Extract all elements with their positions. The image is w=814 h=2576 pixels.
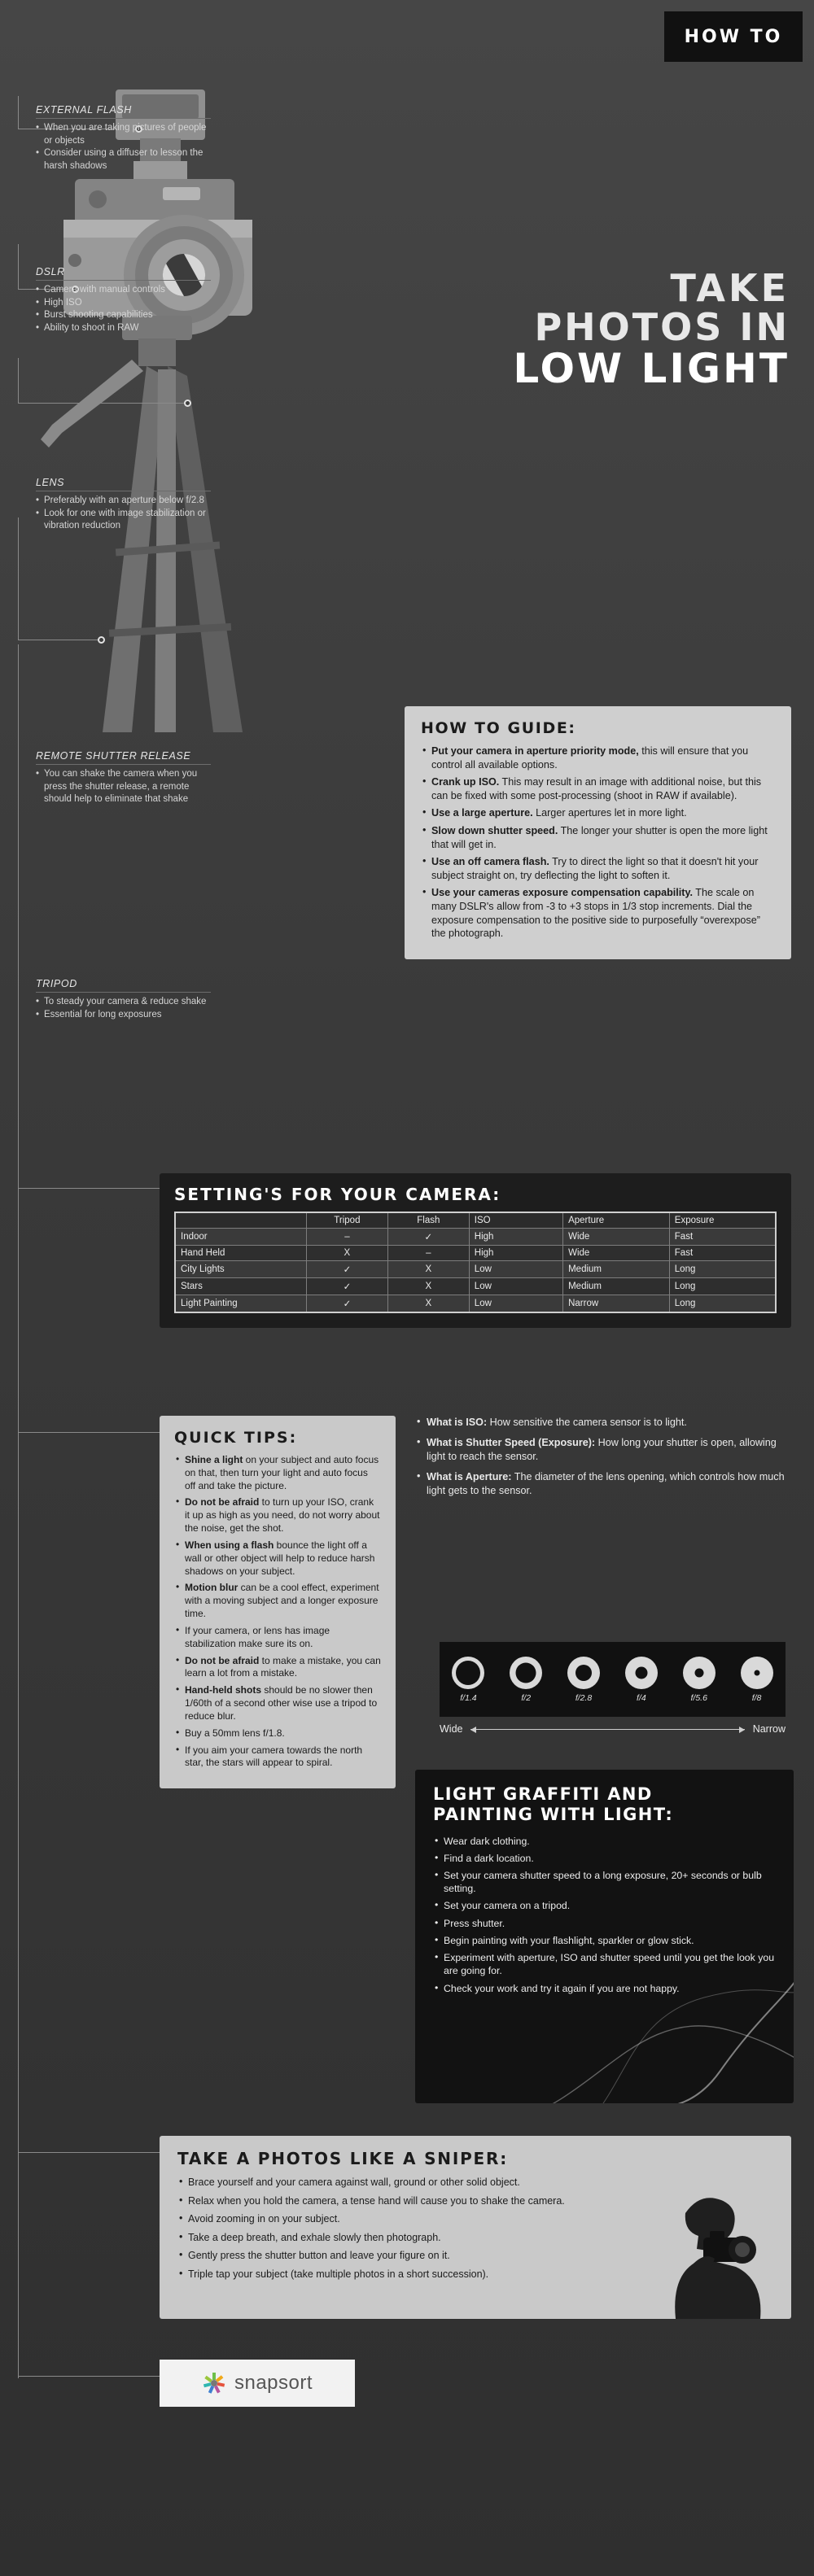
graffiti-item: • Experiment with aperture, ISO and shutter speed until you get the look you are going for. (433, 1951, 776, 1977)
tip-lead: Shine a light (185, 1454, 243, 1465)
tip-rest: bounce the light off a wall or other object will help to reduce harsh shadows on your subject. (185, 1539, 375, 1577)
sniper-item: • Triple tap your subject (take multiple photos in a short succession). (177, 2268, 773, 2281)
aperture-blade-icon (683, 1657, 716, 1689)
tip-item (174, 1539, 381, 1578)
settings-table-panel (160, 1173, 791, 1328)
annotation-item: • When you are taking pictures of people or objects (36, 122, 211, 147)
definition-lead: What is ISO: (427, 1417, 488, 1428)
sniper-item: • Avoid zooming in on your subject. (177, 2212, 773, 2226)
aperture-label: f/2 (521, 1692, 532, 1703)
tip-lead: Do not be afraid (185, 1496, 260, 1508)
definitions-block (415, 1416, 786, 1504)
annotation-list (36, 996, 211, 1021)
definitions-list (415, 1416, 786, 1498)
how-to-guide-panel (405, 706, 791, 959)
aperture-stop (620, 1657, 663, 1703)
col-header (175, 1212, 306, 1229)
table-row (175, 1278, 776, 1295)
guide-item-lead: Slow down shutter speed. (431, 825, 558, 837)
guide-item (421, 855, 775, 882)
guide-item (421, 744, 775, 771)
page-title (480, 266, 790, 392)
aperture-stop (678, 1657, 720, 1703)
aperture-blade-icon (625, 1657, 658, 1689)
leader-line (18, 1188, 160, 1189)
definition-item (415, 1436, 786, 1464)
annotation-item: • Ability to shoot in RAW (36, 322, 211, 335)
cell: Long (669, 1295, 776, 1313)
guide-item-rest: The longer your shutter is open the more light that will get in. (431, 825, 768, 850)
annotation-heading: EXTERNAL FLASH (36, 104, 211, 119)
sniper-panel (160, 2136, 791, 2319)
graffiti-item: • Wear dark clothing. (433, 1835, 776, 1848)
leader-node (184, 399, 191, 407)
how-to-guide-title: HOW TO GUIDE: (421, 719, 576, 737)
cell: X (387, 1278, 469, 1295)
guide-item-lead: Use an off camera flash. (431, 856, 549, 868)
aperture-label: f/1.4 (460, 1692, 477, 1703)
settings-table-head (175, 1212, 776, 1229)
table-row (175, 1295, 776, 1313)
guide-item-rest: Larger apertures let in more light. (532, 807, 687, 819)
cell: Wide (563, 1229, 670, 1246)
sniper-item: • Gently press the shutter button and leave your figure on it. (177, 2249, 773, 2263)
title-line2: PAINTING WITH LIGHT: (433, 1804, 674, 1824)
guide-item-lead: Put your camera in aperture priority mode, (431, 745, 639, 757)
annotation-remote-shutter-release (36, 749, 211, 806)
cell: City Lights (175, 1261, 306, 1278)
page-title-line3: LOW LIGHT (513, 344, 790, 392)
definition-rest: The diameter of the lens opening, which controls how much light gets to the sensor. (427, 1471, 785, 1496)
tip-lead: Hand-held shots (185, 1684, 262, 1696)
cell: X (387, 1261, 469, 1278)
cell: Narrow (563, 1295, 670, 1313)
aperture-blade-icon (510, 1657, 542, 1689)
annotation-list (36, 284, 211, 334)
annotation-item: • You can shake the camera when you press the shutter release, a remote should help to eliminate that shake (36, 768, 211, 806)
leader-line (18, 517, 19, 640)
sniper-item: • Brace yourself and your camera against wall, ground or other solid object. (177, 2176, 773, 2190)
graffiti-item: • Set your camera shutter speed to a long exposure, 20+ seconds or bulb setting. (433, 1869, 776, 1895)
table-header-row (175, 1212, 776, 1229)
tip-rest: If you aim your camera towards the north star, the stars will appear to spiral. (185, 1744, 363, 1769)
tip-rest: If your camera, or lens has image stabilization make sure its on. (185, 1624, 330, 1649)
col-header: Tripod (306, 1212, 387, 1229)
graffiti-item: • Check your work and try it again if you are not happy. (433, 1982, 776, 1995)
tip-item (174, 1655, 381, 1681)
cell: High (469, 1229, 562, 1246)
guide-item (421, 775, 775, 802)
cell: Fast (669, 1246, 776, 1261)
aperture-stop (736, 1657, 778, 1703)
aperture-stop (447, 1657, 489, 1703)
guide-item (421, 806, 775, 820)
sniper-title: TAKE A PHOTOS LIKE A SNIPER: (177, 2149, 508, 2168)
how-to-badge-label: HOW TO (684, 26, 783, 47)
brand-footer (160, 2360, 355, 2407)
annotation-item: • High ISO (36, 297, 211, 310)
cell: Light Painting (175, 1295, 306, 1313)
settings-table-body (175, 1229, 776, 1313)
guide-item-lead: Use your cameras exposure compensation capability. (431, 887, 694, 899)
table-row (175, 1261, 776, 1278)
tip-item (174, 1496, 381, 1535)
aperture-label: f/5.6 (690, 1692, 707, 1703)
tip-rest: can be a cool effect, experiment with a moving subject and a longer exposure time. (185, 1582, 379, 1620)
annotation-list (36, 495, 211, 533)
tip-lead: Motion blur (185, 1582, 239, 1594)
leader-line (18, 358, 19, 403)
cell: Low (469, 1261, 562, 1278)
annotation-item: • Burst shooting capabilities (36, 309, 211, 322)
double-arrow-icon (470, 1729, 744, 1730)
light-graffiti-title (433, 1784, 776, 1825)
snapsort-logo-icon (202, 2371, 226, 2395)
leader-line (18, 244, 19, 289)
aperture-label: f/2.8 (575, 1692, 593, 1703)
how-to-guide-list (421, 744, 775, 941)
definition-item (415, 1470, 786, 1498)
definition-lead: What is Aperture: (427, 1471, 512, 1482)
guide-item (421, 824, 775, 851)
guide-item-rest: This may result in an image with additional noise, but this can be fixed with some post-processing (shoot in RAW if available). (431, 776, 762, 801)
annotation-list (36, 122, 211, 172)
annotation-item: • Preferably with an aperture below f/2.8 (36, 495, 211, 508)
annotation-item: • Essential for long exposures (36, 1009, 211, 1022)
col-header: Aperture (563, 1212, 670, 1229)
annotation-tripod (36, 976, 211, 1021)
cell: Long (669, 1261, 776, 1278)
quick-tips-list (174, 1454, 381, 1770)
cell: Indoor (175, 1229, 306, 1246)
cell: Stars (175, 1278, 306, 1295)
cell: Medium (563, 1261, 670, 1278)
annotation-heading: LENS (36, 477, 211, 491)
col-header: Exposure (669, 1212, 776, 1229)
aperture-label: f/4 (637, 1692, 646, 1703)
aperture-stop (505, 1657, 547, 1703)
light-graffiti-panel (415, 1770, 794, 2103)
annotation-item: • Consider using a diffuser to lesson the harsh shadows (36, 147, 211, 172)
tip-rest: Buy a 50mm lens f/1.8. (185, 1727, 285, 1739)
annotation-item: • Look for one with image stabilization or vibration reduction (36, 508, 211, 533)
guide-item-lead: Use a large aperture. (431, 807, 533, 819)
graffiti-item: • Set your camera on a tripod. (433, 1899, 776, 1912)
settings-table (174, 1212, 777, 1313)
col-header: Flash (387, 1212, 469, 1229)
guide-item (421, 886, 775, 940)
annotation-lens (36, 475, 211, 533)
cell: ✓ (306, 1295, 387, 1313)
annotation-heading: TRIPOD (36, 978, 211, 993)
annotation-dslr (36, 264, 211, 334)
page-title-line1: TAKE (670, 266, 790, 310)
graffiti-item: • Press shutter. (433, 1917, 776, 1930)
table-row (175, 1229, 776, 1246)
leader-line (18, 1432, 160, 1433)
cell: X (306, 1246, 387, 1261)
annotation-external-flash (36, 103, 211, 172)
leader-line (18, 644, 19, 1694)
page-title-line2: PHOTOS IN (534, 305, 790, 350)
photographer-illustration (628, 2189, 783, 2319)
tip-rest: to turn up your ISO, crank it up as high as you need, do not worry about the noise, get the shot. (185, 1496, 380, 1535)
col-header: ISO (469, 1212, 562, 1229)
guide-item-lead: Crank up ISO. (431, 776, 500, 788)
cell: Long (669, 1278, 776, 1295)
tip-item (174, 1625, 381, 1651)
annotation-list (36, 768, 211, 806)
leader-line (18, 1694, 19, 2158)
tip-rest: to make a mistake, you can learn a lot from a mistake. (185, 1654, 381, 1679)
leader-line (18, 2376, 160, 2377)
annotation-item: • Camera with manual controls (36, 284, 211, 297)
aperture-scale-right-label: Narrow (752, 1723, 786, 1735)
annotation-heading: REMOTE SHUTTER RELEASE (36, 750, 211, 765)
leader-line (18, 2152, 19, 2378)
definition-lead: What is Shutter Speed (Exposure): (427, 1437, 596, 1448)
cell: – (306, 1229, 387, 1246)
leader-line (18, 96, 19, 129)
cell: ✓ (306, 1261, 387, 1278)
leader-line (18, 403, 189, 404)
tip-item (174, 1582, 381, 1620)
tip-item (174, 1744, 381, 1770)
cell: Medium (563, 1278, 670, 1295)
guide-item-rest: this will ensure that you control all available options. (431, 745, 749, 771)
aperture-diagram (440, 1642, 786, 1717)
definition-rest: How sensitive the camera sensor is to light. (487, 1417, 687, 1428)
guide-item-rest: The scale on many DSLR's allow from -3 to +3 stops in 1/3 stop increments. Dial the exposure compensation to the positive side to purposefully “overexpose” the photograph. (431, 887, 760, 940)
light-graffiti-list (433, 1835, 776, 1995)
guide-item-rest: Try to direct the light so that it doesn't hit your subject straight on, try deflecting the light to soften it. (431, 856, 759, 881)
definition-rest: How long your shutter is open, allowing light to reach the sensor. (427, 1437, 777, 1462)
aperture-blade-icon (452, 1657, 484, 1689)
tip-item (174, 1684, 381, 1722)
table-row (175, 1246, 776, 1261)
tip-rest: should be no slower then 1/60th of a second other wise use a tripod to reduce blur. (185, 1684, 378, 1722)
settings-title: SETTING'S FOR YOUR CAMERA: (174, 1185, 501, 1204)
cell: Low (469, 1295, 562, 1313)
cell: Hand Held (175, 1246, 306, 1261)
cell: Low (469, 1278, 562, 1295)
aperture-blade-icon (567, 1657, 600, 1689)
cell: – (387, 1246, 469, 1261)
tip-item (174, 1454, 381, 1492)
leader-line (18, 2152, 160, 2153)
definition-item (415, 1416, 786, 1430)
aperture-scale-left-label: Wide (440, 1723, 463, 1735)
aperture-stop (562, 1657, 605, 1703)
annotation-item: • To steady your camera & reduce shake (36, 996, 211, 1009)
tip-rest: on your subject and auto focus on that, then turn your light and auto focus off and take the picture. (185, 1454, 379, 1491)
title-line1: LIGHT GRAFFITI AND (433, 1784, 653, 1804)
sniper-item: • Take a deep breath, and exhale slowly then photograph. (177, 2231, 773, 2245)
graffiti-item: • Find a dark location. (433, 1852, 776, 1865)
graffiti-item: • Begin painting with your flashlight, sparkler or glow stick. (433, 1934, 776, 1947)
quick-tips-title: QUICK TIPS: (174, 1429, 298, 1447)
sniper-item: • Relax when you hold the camera, a tense hand will cause you to shake the camera. (177, 2194, 773, 2208)
brand-name: snapsort (234, 2372, 313, 2394)
cell: X (387, 1295, 469, 1313)
tip-lead: Do not be afraid (185, 1654, 260, 1666)
tip-item (174, 1727, 381, 1740)
aperture-scale (440, 1723, 786, 1735)
cell: Wide (563, 1246, 670, 1261)
aperture-blade-icon (741, 1657, 773, 1689)
cell: ✓ (387, 1229, 469, 1246)
aperture-label: f/8 (751, 1692, 762, 1703)
cell: Fast (669, 1229, 776, 1246)
how-to-badge (664, 11, 803, 62)
leader-node (98, 636, 105, 644)
quick-tips-panel (160, 1416, 396, 1788)
annotation-heading: DSLR (36, 266, 211, 281)
tip-lead: When using a flash (185, 1539, 274, 1551)
cell: ✓ (306, 1278, 387, 1295)
cell: High (469, 1246, 562, 1261)
